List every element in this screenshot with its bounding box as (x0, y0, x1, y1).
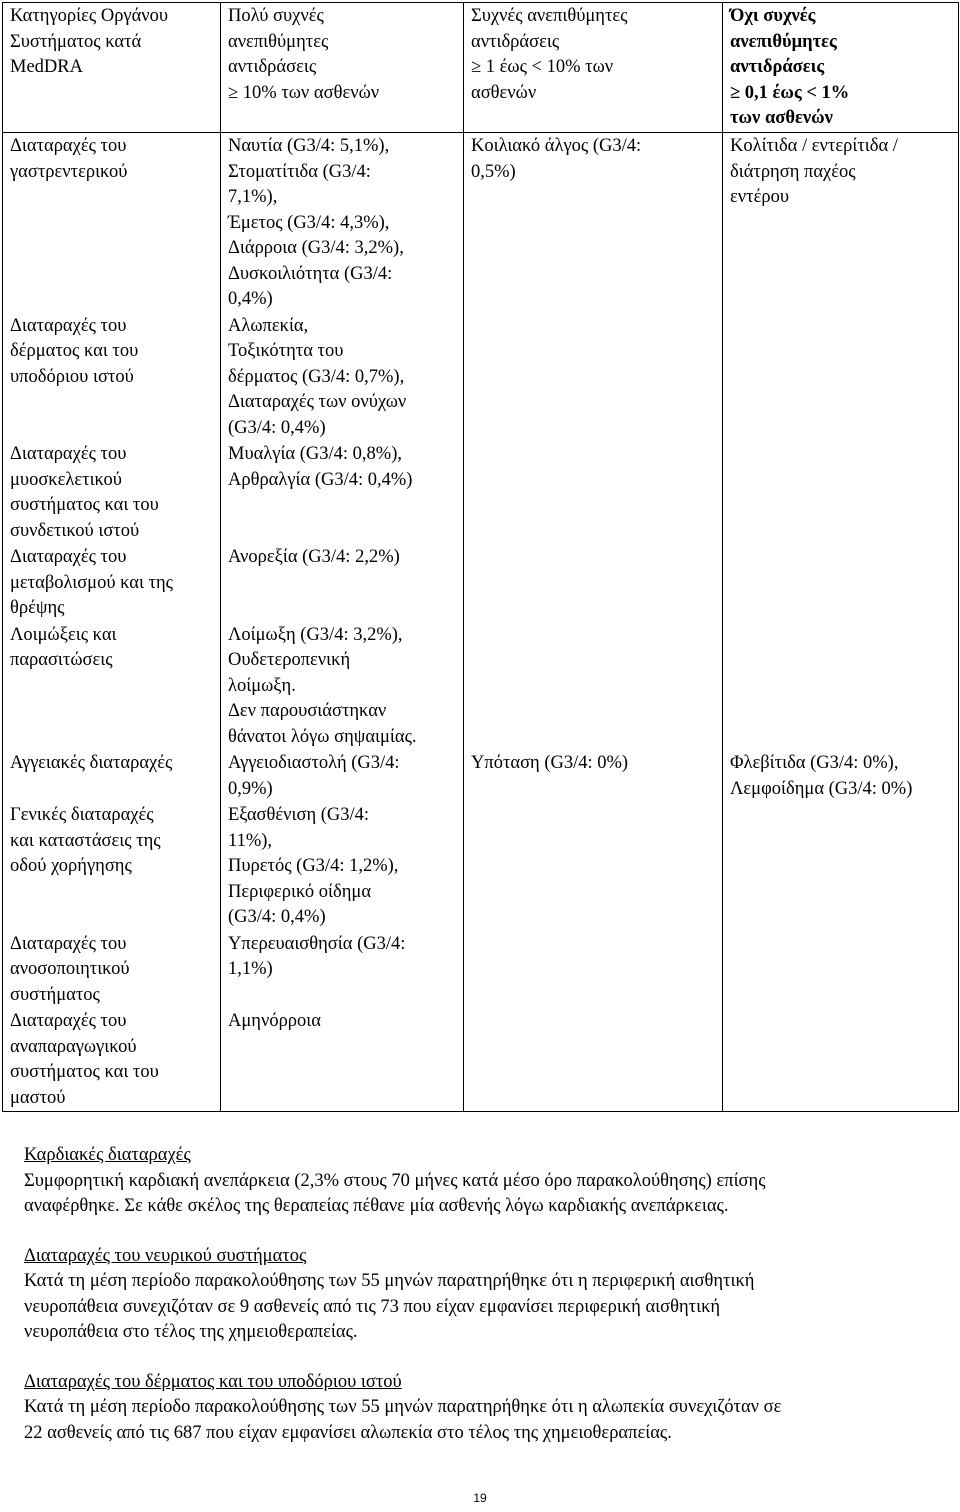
text-line: Ανορεξία (G3/4: 2,2%) (228, 547, 400, 567)
uncommon-cell (723, 544, 959, 622)
text-line: παρασιτώσεις (10, 650, 113, 670)
common-cell (464, 133, 723, 313)
soc-cell (3, 544, 221, 622)
table-row (3, 133, 959, 313)
header-uncommon (723, 3, 959, 133)
text-line: Ουδετεροπενική (228, 650, 351, 670)
text-line: Έμετος (G3/4: 4,3%), (228, 212, 390, 233)
text-line: Διαταραχές του (10, 1011, 127, 1031)
text-line: Κολίτιδα / εντερίτιδα / (730, 136, 898, 156)
text-line: Γενικές διαταραχές (10, 805, 154, 825)
uncommon-cell (723, 802, 959, 931)
text-line: Υπόταση (G3/4: 0%) (471, 753, 629, 773)
text-line: μεταβολισμού και της (10, 572, 174, 593)
table-row (3, 931, 959, 1009)
text-line: μαστού (10, 1087, 66, 1108)
soc-cell (3, 622, 221, 751)
very-common-cell (221, 931, 464, 1009)
uncommon-cell (723, 931, 959, 1009)
uncommon-cell (723, 750, 959, 802)
common-cell (464, 313, 723, 442)
note-block (24, 1244, 944, 1346)
header-very-common (221, 3, 464, 133)
text-line: Αρθραλγία (G3/4: 0,4%) (228, 469, 413, 490)
text-line: 7,1%), (228, 187, 278, 207)
very-common-cell (221, 441, 464, 544)
text-line: Αμηνόρροια (228, 1011, 321, 1031)
common-cell (464, 750, 723, 802)
text-line: συστήματος και του (10, 1062, 159, 1082)
text-line: μυοσκελετικού (10, 469, 122, 490)
text-line: Αλωπεκία, (228, 315, 309, 336)
text-line: 0,5%) (471, 161, 516, 182)
text-line: των ασθενών (730, 108, 833, 128)
common-cell (464, 802, 723, 931)
soc-cell (3, 802, 221, 931)
text-line: Διαταραχές του (10, 444, 127, 464)
text-line: (G3/4: 0,4%) (228, 417, 326, 438)
text-line: Στοματίτιδα (G3/4: (228, 161, 371, 182)
soc-cell (3, 313, 221, 442)
soc-cell (3, 441, 221, 544)
table-header-row (3, 3, 959, 133)
text-line: Ναυτία (G3/4: 5,1%), (228, 136, 390, 156)
text-line: διάτρηση παχέος (730, 161, 856, 182)
text-line: Συμφορητική καρδιακή ανεπάρκεια (2,3% στους 70 μήνες κατά μέσο όρο παρακολούθησης) επίσης (24, 1170, 766, 1191)
text-line: ασθενών (471, 82, 537, 103)
text-line: ανοσοποιητικού (10, 959, 130, 979)
text-line: 1,1%) (228, 959, 273, 979)
text-line: συστήματος και του (10, 495, 159, 515)
text-line: 11%), (228, 830, 273, 851)
table-row (3, 622, 959, 751)
text-line: Αγγειακές διαταραχές (10, 753, 173, 773)
text-line: αντιδράσεις (228, 57, 317, 77)
text-line: ανεπιθύμητες (730, 31, 837, 52)
common-cell (464, 931, 723, 1009)
text-line: Πολύ συχνές (228, 6, 324, 26)
text-line: Αγγειοδιαστολή (G3/4: (228, 753, 400, 773)
table-row (3, 750, 959, 802)
soc-cell (3, 1008, 221, 1112)
text-line: ≥ 0,1 έως < 1% (730, 82, 850, 103)
text-line: 22 ασθενείς από τις 687 που είχαν εμφανίσει αλωπεκία στο τέλος της χημειοθεραπείας. (24, 1422, 672, 1443)
text-line: νευροπάθεια συνεχιζόταν σε 9 ασθενείς από τις 73 που είχαν εμφανίσει περιφερική αισθητική (24, 1296, 721, 1317)
text-line: 0,4%) (228, 289, 273, 309)
table-row (3, 544, 959, 622)
text-line: αναφέρθηκε. Σε κάθε σκέλος της θεραπείας πέθανε μία ασθενής λόγω καρδιακής ανεπάρκειας. (24, 1196, 729, 1216)
very-common-cell (221, 750, 464, 802)
common-cell (464, 441, 723, 544)
text-line: Διαταραχές του (10, 136, 127, 156)
text-line: εντέρου (730, 187, 789, 207)
text-line: Διάρροια (G3/4: 3,2%), (228, 238, 404, 258)
very-common-cell (221, 313, 464, 442)
text-line: οδού χορήγησης (10, 856, 132, 876)
soc-cell (3, 931, 221, 1009)
uncommon-cell (723, 622, 959, 751)
uncommon-cell (723, 133, 959, 313)
very-common-cell (221, 622, 464, 751)
text-line: Διαταραχές του (10, 933, 127, 954)
text-line: Λεμφοίδημα (G3/4: 0%) (730, 778, 913, 799)
text-line: νευροπάθεια στο τέλος της χημειοθεραπείας. (24, 1322, 358, 1342)
text-line: MedDRA (10, 57, 83, 77)
text-line: συνδετικού ιστού (10, 520, 140, 541)
text-line: 0,9%) (228, 778, 273, 799)
text-line: Περιφερικό οίδημα (228, 881, 372, 902)
text-line: υποδόριου ιστού (10, 366, 134, 387)
text-line: Μυαλγία (G3/4: 0,8%), (228, 444, 402, 464)
adverse-reactions-table (2, 2, 959, 1112)
notes-section (24, 1143, 944, 1470)
page-number: 19 (473, 1491, 487, 1505)
very-common-cell (221, 802, 464, 931)
text-line: Κοιλιακό άλγος (G3/4: (471, 136, 642, 156)
table-row (3, 1008, 959, 1112)
text-line: δέρματος και του (10, 341, 139, 361)
table-row (3, 313, 959, 442)
text-line: αναπαραγωγικού (10, 1036, 137, 1057)
text-line: (G3/4: 0,4%) (228, 907, 326, 927)
text-line: Κατηγορίες Οργάνου (10, 6, 169, 26)
soc-cell (3, 750, 221, 802)
common-cell (464, 544, 723, 622)
note-block (24, 1370, 944, 1447)
text-line: Τοξικότητα του (228, 341, 344, 361)
text-line: Πυρετός (G3/4: 1,2%), (228, 856, 399, 876)
text-line: Λοιμώξεις και (10, 624, 117, 645)
note-heading: Διαταραχές του δέρματος και του υποδόριου ιστού (24, 1371, 402, 1392)
text-line: ≥ 1 έως < 10% των (471, 57, 614, 77)
very-common-cell (221, 133, 464, 313)
text-line: Εξασθένιση (G3/4: (228, 805, 370, 825)
uncommon-cell (723, 1008, 959, 1112)
table-row (3, 441, 959, 544)
note-heading: Καρδιακές διαταραχές (24, 1145, 191, 1165)
common-cell (464, 1008, 723, 1112)
uncommon-cell (723, 441, 959, 544)
text-line: λοίμωξη. (228, 675, 296, 696)
text-line: και καταστάσεις της (10, 830, 161, 851)
text-line: Κατά τη μέση περίοδο παρακολούθησης των 55 μηνών παρατηρήθηκε ότι η περιφερική αισθητική (24, 1271, 755, 1291)
common-cell (464, 622, 723, 751)
text-line: Κατά τη μέση περίοδο παρακολούθησης των 55 μηνών παρατηρήθηκε ότι η αλωπεκία συνεχιζόταν σε (24, 1397, 782, 1417)
text-line: Λοίμωξη (G3/4: 3,2%), (228, 624, 403, 645)
header-soc (3, 3, 221, 133)
very-common-cell (221, 1008, 464, 1112)
text-line: ≥ 10% των ασθενών (228, 82, 380, 103)
text-line: Δυσκοιλιότητα (G3/4: (228, 263, 393, 284)
text-line: ανεπιθύμητες (228, 31, 329, 52)
text-line: Δεν παρουσιάστηκαν (228, 701, 387, 721)
very-common-cell (221, 544, 464, 622)
note-heading: Διαταραχές του νευρικού συστήματος (24, 1245, 307, 1266)
text-line: Όχι συχνές (730, 6, 816, 26)
text-line: Υπερευαισθησία (G3/4: (228, 933, 406, 954)
header-common (464, 3, 723, 133)
text-line: Συστήματος κατά (10, 31, 142, 52)
note-block (24, 1143, 944, 1220)
text-line: Συχνές ανεπιθύμητες (471, 6, 628, 26)
soc-cell (3, 133, 221, 313)
text-line: θάνατοι λόγω σηψαιμίας. (228, 726, 417, 747)
text-line: Φλεβίτιδα (G3/4: 0%), (730, 753, 899, 773)
text-line: δέρματος (G3/4: 0,7%), (228, 366, 405, 387)
text-line: Διαταραχές του (10, 547, 127, 567)
text-line: γαστρεντερικού (10, 161, 128, 182)
text-line: Διαταραχές των ονύχων (228, 392, 407, 412)
text-line: συστήματος (10, 984, 100, 1005)
text-line: αντιδράσεις (730, 57, 825, 77)
text-line: θρέψης (10, 598, 65, 618)
text-line: Διαταραχές του (10, 315, 127, 336)
text-line: αντιδράσεις (471, 31, 560, 52)
table-row (3, 802, 959, 931)
uncommon-cell (723, 313, 959, 442)
